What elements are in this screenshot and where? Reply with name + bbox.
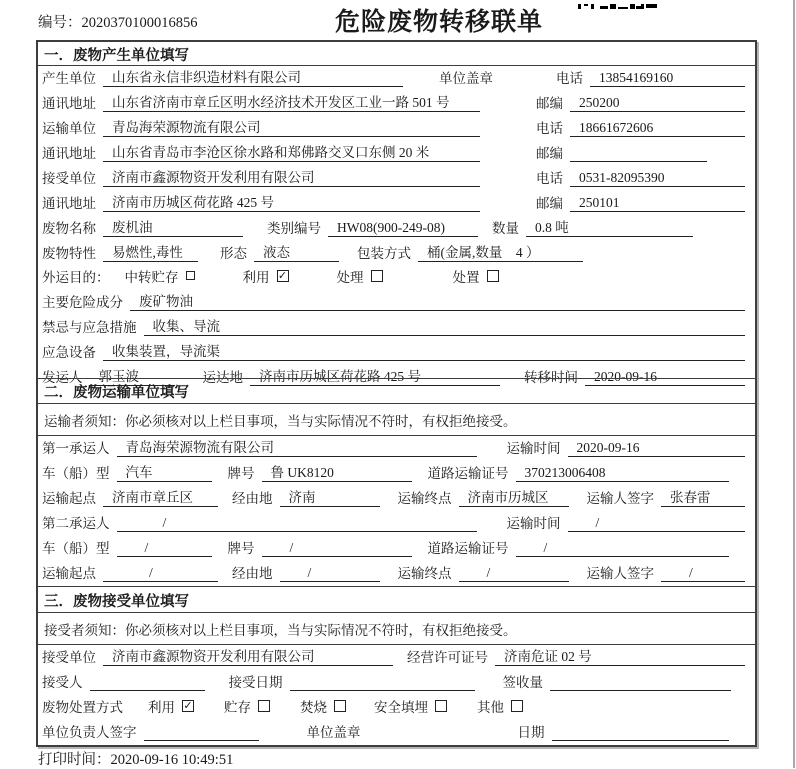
serial-label: 编号： (38, 15, 82, 31)
receive-person-value (90, 676, 205, 691)
checkbox-disposal-incinerate (334, 700, 346, 712)
manifest-form (36, 40, 757, 747)
disposal-option-other-label: 其他 (477, 700, 504, 715)
serial-value: 2020370100016856 (81, 15, 198, 31)
responsible-sign-value (144, 726, 259, 741)
transporter-label: 运输单位 (42, 121, 96, 136)
purpose-label: 外运目的： (42, 270, 110, 285)
receiver-row (38, 166, 755, 191)
waste-quantity-value: 0.8 吨 (526, 216, 693, 237)
unit-seal-label: 单位盖章 (439, 71, 493, 86)
vehicle2-row (38, 536, 755, 561)
transport-time2-label: 运输时间 (506, 516, 561, 531)
vehicle-type1-label: 车（船）型 (42, 466, 110, 481)
producer-zip-label: 邮编 (536, 96, 563, 111)
section2-heading: 二．废物运输单位填写 (38, 378, 755, 404)
packing-value: 桶(金属,数量 4 ） (418, 241, 583, 262)
consignor-value: 郭玉波 (90, 365, 175, 386)
print-time-line (38, 748, 233, 769)
checkbox-use: ✓ (277, 269, 288, 282)
disposal-option-landfill-label: 安全填埋 (374, 700, 428, 715)
receiver-address-row (38, 191, 755, 216)
consignor-label: 发运人 (42, 370, 83, 385)
waste-name-label: 废物名称 (42, 221, 96, 236)
receive-date-value (290, 676, 475, 691)
hazard-label: 主要危险成分 (42, 295, 123, 310)
route2-via-label: 经由地 (232, 566, 273, 581)
checkbox-disposal-landfill (435, 700, 447, 712)
transporter-zip-value (570, 147, 707, 162)
disposal-option-incinerate (300, 696, 346, 716)
route1-start-value: 济南市章丘区 (103, 486, 218, 507)
receiver-label: 接受单位 (42, 171, 96, 186)
responsible-sign-label: 单位负责人签字 (42, 725, 137, 740)
route1-end-label: 运输终点 (397, 491, 452, 506)
equipment-value: 收集装置，导流渠 (103, 340, 745, 361)
transporter-row (38, 116, 755, 141)
receiver-address-value: 济南市历城区荷花路 425 号 (103, 191, 480, 212)
producer-label: 产生单位 (42, 71, 96, 86)
route2-sign-value: / (661, 565, 745, 582)
route1-sign-value: 张春雷 (661, 486, 745, 507)
producer-zip-value: 250200 (570, 95, 745, 112)
vehicle1-row (38, 461, 755, 486)
transporter-phone-value: 18661672606 (570, 120, 745, 137)
transporter-phone-label: 电话 (536, 121, 563, 136)
vehicle-type2-label: 车（船）型 (42, 541, 110, 556)
second-carrier-label: 第二承运人 (42, 516, 110, 531)
operating-license-value: 济南危证 02 号 (495, 645, 745, 666)
producer-address-label: 通讯地址 (42, 96, 96, 111)
taboo-value: 收集、导流 (144, 315, 746, 336)
producer-address-row (38, 91, 755, 116)
route1-end-value: 济南市历城区 (459, 486, 569, 507)
receive-date2-value (552, 726, 730, 741)
transporter-zip-label: 邮编 (536, 146, 563, 161)
purpose-option-use-label: 利用 (242, 270, 270, 285)
purpose-option-treat-label: 处理 (336, 270, 364, 285)
plate2-value: / (262, 540, 412, 557)
receive-unit-label: 接受单位 (42, 650, 96, 665)
road-license2-value: / (516, 540, 730, 557)
purpose-option-use (243, 266, 289, 286)
purpose-option-transfer-label: 中转贮存 (124, 270, 179, 285)
signed-amount-label: 签收量 (502, 675, 543, 690)
producer-row (38, 66, 755, 91)
transporter-address-value: 山东省青岛市李沧区徐水路和郑佛路交叉口东侧 20 米 (103, 141, 480, 162)
disposal-method-row (38, 695, 755, 720)
receive-unit-row (38, 645, 755, 670)
route2-sign-label: 运输人签字 (586, 566, 654, 581)
hazard-value: 废矿物油 (130, 290, 745, 311)
waste-form-value: 液态 (254, 241, 339, 262)
producer-value: 山东省永信非织造材料有限公司 (103, 66, 403, 87)
route2-end-label: 运输终点 (397, 566, 452, 581)
disposal-option-use-label: 利用 (148, 700, 175, 715)
disposal-option-use (148, 696, 194, 716)
transfer-time-value: 2020-09-16 (585, 369, 745, 386)
plate2-label: 牌号 (227, 541, 255, 556)
taboo-row (38, 315, 755, 340)
disposal-option-incinerate-label: 焚烧 (300, 700, 327, 715)
second-carrier-value: / (117, 515, 477, 532)
waste-trait-label: 废物特性 (42, 246, 96, 261)
transporter-value: 青岛海荣源物流有限公司 (103, 116, 480, 137)
checkbox-disposal-use: ✓ (183, 699, 193, 712)
hazard-row (38, 290, 755, 315)
disposal-option-landfill (374, 696, 447, 716)
route1-start-label: 运输起点 (42, 491, 96, 506)
section1-heading: 一．废物产生单位填写 (38, 42, 755, 66)
route2-end-value: / (459, 565, 569, 582)
section3-rows (38, 645, 755, 745)
producer-phone-value: 13854169160 (590, 70, 745, 87)
packing-label: 包装方式 (357, 246, 411, 261)
destination-value: 济南市历城区荷花路 425 号 (250, 365, 500, 386)
section3-heading: 三．废物接受单位填写 (38, 586, 755, 613)
checkbox-treat (371, 270, 383, 282)
receiver-value: 济南市鑫源物资开发利用有限公司 (103, 166, 480, 187)
receive-person-label: 接受人 (42, 675, 83, 690)
receiver-address-label: 通讯地址 (42, 196, 96, 211)
receiver-phone-label: 电话 (536, 171, 563, 186)
route2-start-label: 运输起点 (42, 566, 96, 581)
plate1-label: 牌号 (227, 466, 255, 481)
purpose-row (38, 266, 755, 290)
page-title: 危险废物转移联单 (334, 9, 543, 36)
route1-via-value: 济南 (280, 486, 380, 507)
equipment-row (38, 340, 755, 365)
purpose-option-treat (337, 266, 383, 286)
receive-date-label: 接受日期 (228, 675, 283, 690)
waste-quantity-label: 数量 (492, 221, 519, 236)
transporter-address-row (38, 141, 755, 166)
first-carrier-row (38, 436, 755, 461)
equipment-label: 应急设备 (42, 345, 96, 360)
transfer-time-label: 转移时间 (524, 370, 578, 385)
purpose-option-transfer (125, 266, 195, 286)
first-carrier-value: 青岛海荣源物流有限公司 (117, 436, 477, 457)
waste-name-value: 废机油 (103, 216, 243, 237)
disposal-option-store-label: 贮存 (224, 700, 251, 715)
responsible-sign-row (38, 720, 755, 745)
receive-unit-value: 济南市鑫源物资开发利用有限公司 (103, 645, 393, 666)
transporter-notice: 运输者须知：你必须核对以上栏目事项，当与实际情况不符时，有权拒绝接受。 (38, 404, 755, 436)
waste-name-row (38, 216, 755, 241)
receiver-notice: 接受者须知：你必须核对以上栏目事项，当与实际情况不符时，有权拒绝接受。 (38, 613, 755, 645)
disposal-method-label: 废物处置方式 (42, 700, 123, 715)
qr-code-fragment-icon (578, 0, 657, 9)
print-time-value: 2020-09-16 10:49:51 (110, 752, 234, 768)
road-license1-value: 370213006408 (516, 465, 730, 482)
print-time-label: 打印时间： (38, 752, 111, 768)
receiver-zip-value: 250101 (570, 195, 745, 212)
taboo-label: 禁忌与应急措施 (42, 320, 137, 335)
waste-form-label: 形态 (220, 246, 247, 261)
route2-row (38, 561, 755, 586)
receive-seal-label: 单位盖章 (306, 725, 361, 740)
waste-trait-row (38, 241, 755, 266)
second-carrier-row (38, 511, 755, 536)
road-license2-label: 道路运输证号 (427, 541, 509, 556)
receiver-zip-label: 邮编 (536, 196, 563, 211)
operating-license-label: 经营许可证号 (407, 650, 488, 665)
purpose-option-dispose-label: 处置 (452, 270, 480, 285)
purpose-option-dispose (453, 266, 499, 286)
route1-sign-label: 运输人签字 (586, 491, 654, 506)
producer-address-value: 山东省济南市章丘区明水经济技术开发区工业一路 501 号 (103, 91, 480, 112)
transporter-address-label: 通讯地址 (42, 146, 96, 161)
section2-rows (38, 436, 755, 586)
producer-phone-label: 电话 (556, 71, 583, 86)
vehicle-type2-value: / (117, 540, 212, 557)
first-carrier-label: 第一承运人 (42, 441, 110, 456)
waste-category-label: 类别编号 (267, 221, 321, 236)
route2-start-value: / (103, 565, 218, 582)
route2-via-value: / (280, 565, 380, 582)
receive-date2-label: 日期 (517, 725, 545, 740)
route1-row (38, 486, 755, 511)
section1-rows (38, 66, 755, 385)
checkbox-disposal-other (511, 700, 523, 712)
destination-label: 运达地 (202, 370, 243, 385)
transport-time1-value: 2020-09-16 (568, 440, 746, 457)
waste-trait-value: 易燃性,毒性 (103, 241, 198, 262)
signed-amount-value (550, 676, 731, 691)
checkbox-dispose (487, 270, 499, 282)
plate1-value: 鲁 UK8120 (262, 461, 412, 482)
waste-category-value: HW08(900-249-08) (328, 220, 478, 237)
checkbox-disposal-store (258, 700, 270, 712)
receiver-phone-value: 0531-82095390 (570, 170, 745, 187)
vehicle-type1-value: 汽车 (117, 461, 212, 482)
route1-via-label: 经由地 (232, 491, 273, 506)
disposal-option-other (477, 696, 523, 716)
disposal-option-store (224, 696, 270, 716)
checkbox-transfer-storage (186, 271, 195, 280)
window-edge-divider (793, 0, 795, 768)
receive-person-row (38, 670, 755, 695)
road-license1-label: 道路运输证号 (427, 466, 509, 481)
transport-time2-value: / (568, 515, 746, 532)
transport-time1-label: 运输时间 (506, 441, 561, 456)
